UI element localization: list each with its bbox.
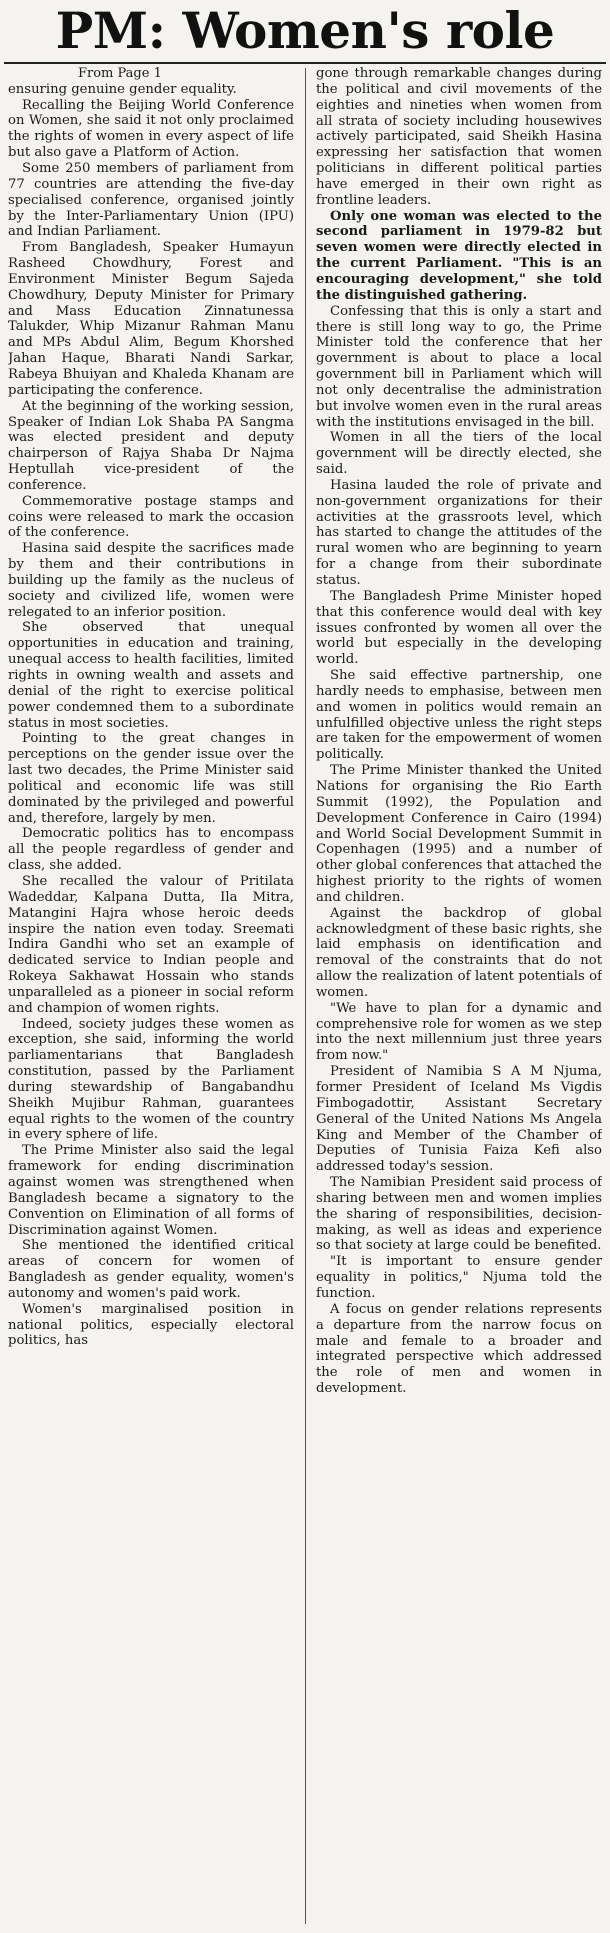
paragraph: Commemorative postage stamps and coins were released to mark the occasion of the conference. <box>8 493 294 541</box>
paragraph: The Prime Minister thanked the United Nations for organising the Rio Earth Summit (1992), the Population and Development Conference in Cairo (1994) and World Social Development Summit in Copenhagen (1995) and a number of other global conferences that attached the highest priority to the rights of women and children. <box>316 763 602 905</box>
paragraph: She mentioned the identified critical areas of concern for women of Bangladesh as gender equality, women's autonomy and women's paid work. <box>8 1238 294 1301</box>
paragraph: At the beginning of the working session, Speaker of Indian Lok Shaba PA Sangma was elected president and deputy chairperson of Rajya Shaba Dr Najma Heptullah vice-president of the conference. <box>8 398 294 493</box>
paragraph: Recalling the Beijing World Conference on Women, she said it not only proclaimed the rights of women in every aspect of life but also gave a Platform of Action. <box>8 97 294 161</box>
paragraph: The Namibian President said process of sharing between men and women implies the sharing of responsibilities, decision-making, as well as ideas and experience so that society at large could be benefited. <box>316 1175 602 1254</box>
paragraph: gone through remarkable changes during the political and civil movements of the eighties and nineties when women from all strata of society including housewives actively participated, said Sheikh Hasina expressing her satisfaction that women politicians in different political parties have emerged in their own right as frontline leaders. <box>316 66 602 208</box>
paragraph: Only one woman was elected to the second parliament in 1979-82 but seven women were directly elected in the current Parliament. "This is an encouraging development," she told the distinguished gathering. <box>316 208 602 303</box>
paragraph: Hasina lauded the role of private and non-government organizations for their activities at the grassroots level, which has started to change the attitudes of the rural women who are beginning to yearn for a change from their subordinate status. <box>316 477 602 588</box>
paragraph: "We have to plan for a dynamic and comprehensive role for women as we step into the next millennium just three years from now." <box>316 1000 602 1064</box>
article-body <box>8 66 602 1928</box>
paragraph: From Bangladesh, Speaker Humayun Rasheed Chowdhury, Forest and Environment Minister Begum Sajeda Chowdhury, Deputy Minister for Primary and Mass Education Zinnatunessa Talukder, Whip Mizanur Rahman Manu and MPs Abdul Alim, Begum Khorshed Jahan Haque, Bharati Nandi Sarkar, Rabeya Bhuiyan and Khaleda Khanam are participating the conference. <box>8 240 294 398</box>
paragraph: She recalled the valour of Pritilata Wadeddar, Kalpana Dutta, Ila Mitra, Matangini Hajra whose heroic deeds inspire the nation even today. Sreemati Indira Gandhi who set an example of dedicated service to Indian people and Rokeya Sakhawat Hossain who stands unparalleled as a pioneer in social reform and champion of women rights. <box>8 873 294 1016</box>
left-column <box>8 66 294 1928</box>
paragraph: The Bangladesh Prime Minister hoped that this conference would deal with key issues confronted by women all over the world but especially in the developing world. <box>316 588 602 668</box>
paragraph: Women in all the tiers of the local government will be directly elected, she said. <box>316 430 602 478</box>
paragraph: ensuring genuine gender equality. <box>8 81 237 97</box>
column-divider <box>305 68 306 1924</box>
paragraph: Pointing to the great changes in perceptions on the gender issue over the last two decades, the Prime Minister said political and economic life was still dominated by the privileged and powerful and, therefore, largely by men. <box>8 731 294 826</box>
paragraph: Some 250 members of parliament from 77 countries are attending the five-day specialised conference, organised jointly by the Inter-Parliamentary Union (IPU) and Indian Parliament. <box>8 161 294 240</box>
paragraph: Against the backdrop of global acknowledgment of these basic rights, she laid emphasis on identification and removal of the constraints that do not allow the realization of latent potentials of women. <box>316 905 602 1000</box>
paragraph: She said effective partnership, one hardly needs to emphasise, between men and women in politics would remain an unfulfilled objective unless the right steps are taken for the empowerment of women politically. <box>316 668 602 763</box>
paragraph: Indeed, society judges these women as exception, she said, informing the world parliamentarians that Bangladesh constitution, passed by the Parliament during stewardship of Bangabandhu Sheikh Mujibur Rahman, guarantees equal rights to the women of the country in every sphere of life. <box>8 1016 294 1143</box>
paragraph: A focus on gender relations represents a departure from the narrow focus on male and female to a broader and integrated perspective which addressed the role of men and women in development. <box>316 1301 602 1397</box>
paragraph: President of Namibia S A M Njuma, former President of Iceland Ms Vigdis Fimbogadottir, Assistant Secretary General of the United Nations Ms Angela King and Member of the Chamber of Deputies of Tunisia Faiza Kefi also addressed today's session. <box>316 1064 602 1175</box>
paragraph: She observed that unequal opportunities in education and training, unequal access to health facilities, limited rights in owning wealth and assets and denial of the right to exercise political power condemned them to a subordinate status in most societies. <box>8 620 294 731</box>
paragraph: The Prime Minister also said the legal framework for ending discrimination against women was strengthened when Bangladesh became a signatory to the Convention on Elimination of all forms of Discrimination against Women. <box>8 1143 294 1238</box>
paragraph: Confessing that this is only a start and there is still long way to go, the Prime Minister told the conference that her government is about to place a local government bill in Parliament which will not only decentralise the administration but involve women even in the rural areas with the institutions envisaged in the bill. <box>316 303 602 430</box>
right-column <box>316 66 602 1928</box>
paragraph: Hasina said despite the sacrifices made by them and their contributions in building up the family as the nucleus of society and civilized life, women were relegated to an inferior position. <box>8 541 294 620</box>
paragraph: Women's marginalised position in national politics, especially electoral politics, has <box>8 1301 294 1349</box>
continuation-note: From Page 1 <box>78 66 162 81</box>
headline: PM: Women's role <box>4 0 606 64</box>
paragraph: "It is important to ensure gender equality in politics," Njuma told the function. <box>316 1254 602 1301</box>
paragraph: Democratic politics has to encompass all the people regardless of gender and class, she added. <box>8 826 294 874</box>
